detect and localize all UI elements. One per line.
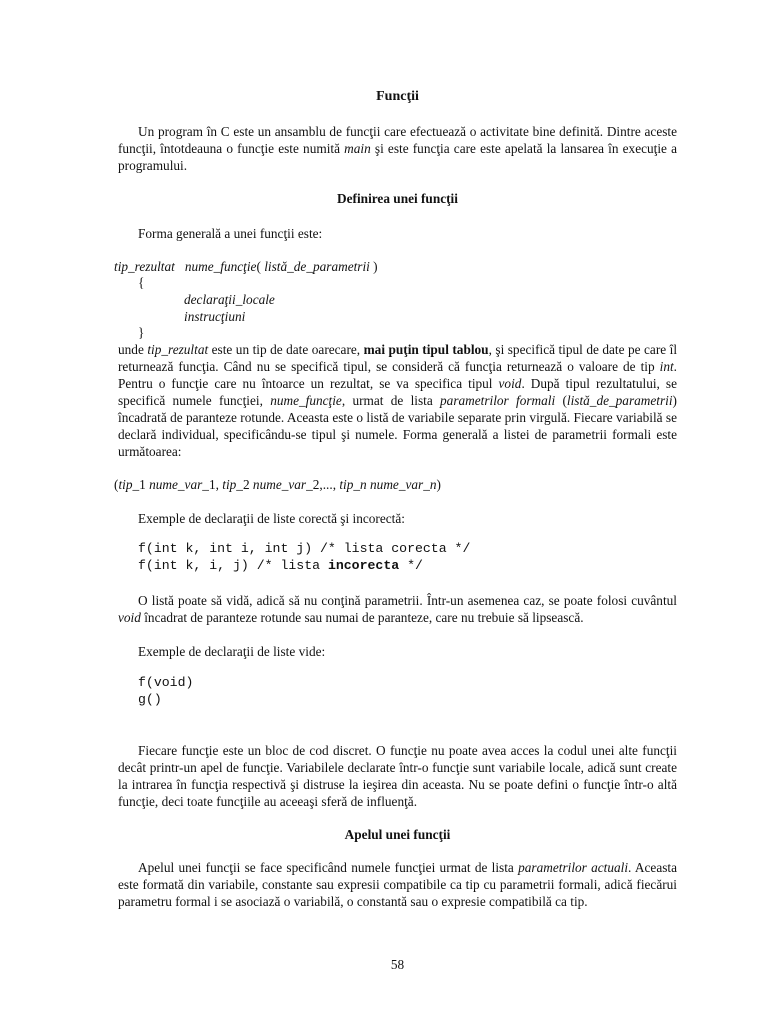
- definition-paragraph: unde tip_rezultat este un tip de date oarecare, mai puţin tipul tablou, şi specifică tipul de date pe care îl returnează funcţia. Când nu se specifică tipul, se consideră că funcţia returnează o valoare de tip int. Pentru o funcţie care nu întoarce un rezultat, se va specifica tipul void. După tipul rezultatului, se specifică numele funcţiei, nume_funcţie, urmat de lista parametrilor formali (listă_de_parametrii) încadrată de paranteze rotunde. Aceasta este o listă de variabile separate prin virgulă. Fiecare variabilă se declară individual, specificându-se tipul şi numele. Forma generală a listei de parametrii formali este următoarea:: [118, 342, 678, 459]
- parameter-list-form: (tip_1 nume_var_1, tip_2 nume_var_2,..., tip_n nume_var_n): [114, 477, 441, 492]
- call-paragraph: Apelul unei funcţii se face specificând numele funcţiei urmat de lista parametrilor actuali. Aceasta este formată din variabile, constante sau expresii compatibile ca tip cu parametrii formali, adică fiecărui parametru formal i se asociază o variabilă, o constantă sau o expresie compatibilă ca tip.: [118, 860, 677, 909]
- local-declarations: declaraţii_locale: [184, 292, 275, 307]
- code-empty-parens: g(): [138, 692, 162, 707]
- page-number: 58: [390, 957, 405, 972]
- page-title: Funcţii: [376, 89, 419, 104]
- section-heading-call: Apelul unei funcţii: [344, 827, 451, 842]
- code-incorrect-list: f(int k, i, j) /* lista incorecta */: [138, 558, 423, 573]
- form-intro: Forma generală a unei funcţii este:: [138, 226, 323, 241]
- brace-close: }: [138, 325, 145, 340]
- section-heading-definition: Definirea unei funcţii: [337, 191, 458, 206]
- function-signature: tip_rezultat nume_funcţie( listă_de_parametrii ): [114, 259, 378, 274]
- code-correct-list: f(int k, int i, int j) /* lista corecta */: [138, 541, 471, 556]
- instructions: instrucţiuni: [184, 309, 246, 324]
- code-void: f(void): [138, 675, 194, 690]
- empty-list-paragraph: O listă poate să vidă, adică să nu conţină parametrii. Într-un asemenea caz, se poate folosi cuvântul void încadrat de paranteze rotunde sau numai de paranteze, care nu trebuie să lipsească.: [118, 593, 677, 625]
- brace-open: {: [138, 275, 145, 290]
- block-paragraph: Fiecare funcţie este un bloc de cod discret. O funcţie nu poate avea acces la codul unei alte funcţii decât printr-un apel de funcţie. Variabilele declarate într-o funcţie sunt variabile locale, adică sunt create la intrarea în funcţia respectivă şi distruse la ieşirea din aceasta. Nu se poate defini o funcţie într-o altă funcţie, deci toate funcţiile au aceeaşi sferă de influenţă.: [118, 743, 677, 809]
- intro-paragraph: Un program în C este un ansamblu de funcţii care efectuează o activitate bine definită. Dintre aceste funcţii, întotdeauna o funcţie este numită main şi este funcţia care este apelată la lansarea în execuţie a programului.: [118, 124, 677, 173]
- examples-intro: Exemple de declaraţii de liste corectă şi incorectă:: [138, 511, 405, 526]
- empty-examples-intro: Exemple de declaraţii de liste vide:: [138, 644, 326, 659]
